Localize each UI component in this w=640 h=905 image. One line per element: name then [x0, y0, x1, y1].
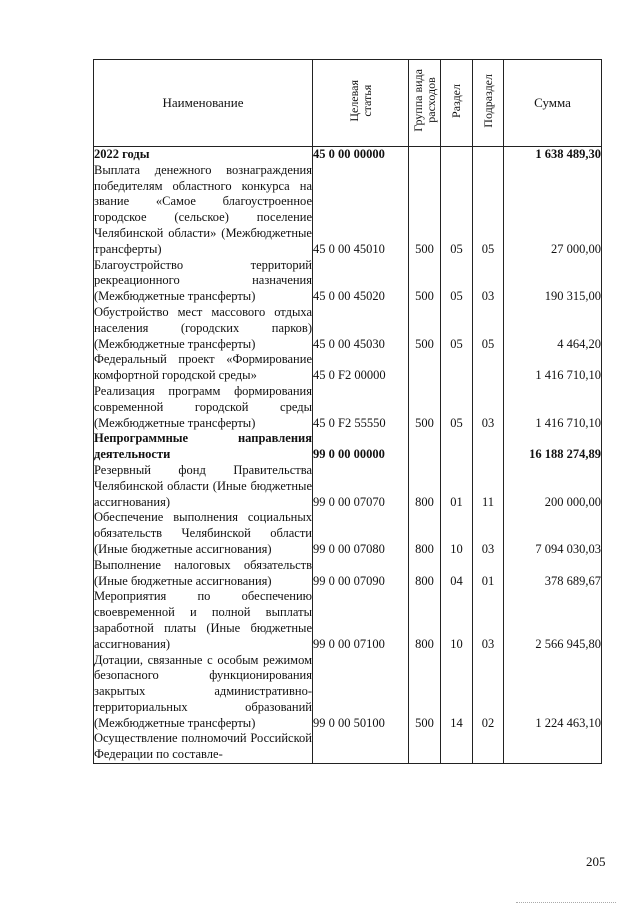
row-target-article: 99 0 00 00000	[313, 431, 409, 463]
row-target-article: 99 0 00 07090	[313, 558, 409, 590]
row-sum	[504, 731, 602, 763]
table-row	[94, 384, 602, 431]
row-sum: 190 315,00	[504, 258, 602, 305]
row-sum: 16 188 274,89	[504, 431, 602, 463]
row-target-article: 99 0 00 07100	[313, 589, 409, 652]
row-sum: 7 094 030,03	[504, 510, 602, 557]
row-name: Обустройство мест массового отдыха населения (городских парков) (Межбюджетные трансферты)	[94, 304, 312, 351]
header-section: Раздел	[441, 60, 473, 147]
row-subsection	[473, 731, 504, 763]
table-row	[94, 463, 602, 510]
row-name: Федеральный проект «Формирование комфортной городской среды»	[94, 352, 312, 383]
table-row	[94, 352, 602, 384]
row-section	[441, 147, 473, 163]
row-target-article: 45 0 00 45030	[313, 305, 409, 352]
table-header-row	[94, 60, 602, 147]
row-subsection: 03	[473, 258, 504, 305]
table-row	[94, 510, 602, 557]
table-row	[94, 258, 602, 305]
row-expense-group: 800	[409, 589, 441, 652]
table-row	[94, 163, 602, 258]
row-name: Выплата денежного вознаграждения победителям областного конкурса на звание «Самое благоустроенное городское (сельское) поселение Челябинской области» (Межбюджетные трансферты)	[94, 162, 312, 256]
row-target-article: 99 0 00 07080	[313, 510, 409, 557]
row-subsection	[473, 147, 504, 163]
row-subsection: 01	[473, 558, 504, 590]
table-row	[94, 558, 602, 590]
row-sum: 27 000,00	[504, 163, 602, 258]
row-expense-group	[409, 431, 441, 463]
header-sum: Сумма	[504, 60, 602, 147]
row-expense-group: 500	[409, 384, 441, 431]
row-sum: 1 638 489,30	[504, 147, 602, 163]
row-name: Выполнение налоговых обязательств (Иные бюджетные ассигнования)	[94, 557, 312, 588]
bottom-divider	[516, 902, 616, 903]
row-expense-group: 800	[409, 558, 441, 590]
row-target-article: 99 0 00 07070	[313, 463, 409, 510]
header-expense-group: Группа вида расходов	[409, 60, 441, 147]
row-subsection	[473, 352, 504, 384]
row-subsection	[473, 431, 504, 463]
row-name: Резервный фонд Правительства Челябинской области (Иные бюджетные ассигнования)	[94, 462, 312, 509]
table-row	[94, 147, 602, 163]
table-row	[94, 589, 602, 652]
row-subsection: 02	[473, 653, 504, 732]
row-sum: 1 416 710,10	[504, 384, 602, 431]
row-expense-group: 800	[409, 463, 441, 510]
row-name: Дотации, связанные с особым режимом безопасного функционирования закрытых административно-территориальных образований (Межбюджетные трансферты)	[94, 652, 312, 730]
row-expense-group: 500	[409, 258, 441, 305]
row-expense-group	[409, 352, 441, 384]
row-section: 05	[441, 163, 473, 258]
row-sum: 2 566 945,80	[504, 589, 602, 652]
row-section	[441, 731, 473, 763]
row-name: Обеспечение выполнения социальных обязательств Челябинской области (Иные бюджетные ассигнования)	[94, 510, 312, 556]
table-row	[94, 431, 602, 463]
row-section: 05	[441, 258, 473, 305]
row-name: Мероприятия по обеспечению своевременной и полной выплаты заработной платы (Иные бюджетные ассигнования)	[94, 589, 312, 651]
table-row	[94, 653, 602, 732]
row-expense-group: 500	[409, 653, 441, 732]
row-subsection: 11	[473, 463, 504, 510]
row-name: Реализация программ формирования современной городской среды (Межбюджетные трансферты)	[94, 383, 312, 430]
row-sum: 1 224 463,10	[504, 653, 602, 732]
row-expense-group: 500	[409, 163, 441, 258]
row-sum: 4 464,20	[504, 305, 602, 352]
table-row	[94, 305, 602, 352]
row-subsection: 03	[473, 384, 504, 431]
budget-table	[93, 59, 602, 764]
row-section: 01	[441, 463, 473, 510]
header-name: Наименование	[94, 60, 313, 147]
row-name: Непрограммные направления деятельности	[94, 431, 312, 462]
row-target-article: 45 0 00 45010	[313, 163, 409, 258]
row-expense-group: 800	[409, 510, 441, 557]
row-name: Благоустройство территорий рекреационного назначения (Межбюджетные трансферты)	[94, 257, 312, 304]
row-target-article	[313, 731, 409, 763]
row-target-article: 99 0 00 50100	[313, 653, 409, 732]
row-section: 04	[441, 558, 473, 590]
row-sum: 378 689,67	[504, 558, 602, 590]
row-section: 10	[441, 510, 473, 557]
row-target-article: 45 0 00 00000	[313, 147, 409, 163]
header-subsection: Подраздел	[473, 60, 504, 147]
row-section: 05	[441, 305, 473, 352]
row-section: 05	[441, 384, 473, 431]
row-subsection: 03	[473, 589, 504, 652]
row-expense-group	[409, 731, 441, 763]
table-row	[94, 731, 602, 763]
row-section	[441, 431, 473, 463]
row-expense-group: 500	[409, 305, 441, 352]
row-target-article: 45 0 F2 00000	[313, 352, 409, 384]
row-subsection: 03	[473, 510, 504, 557]
row-target-article: 45 0 00 45020	[313, 258, 409, 305]
row-section: 14	[441, 653, 473, 732]
row-name: Осуществление полномочий Российской Федерации по составле-	[94, 731, 313, 763]
row-sum: 200 000,00	[504, 463, 602, 510]
row-section	[441, 352, 473, 384]
row-sum: 1 416 710,10	[504, 352, 602, 384]
header-target-article: Целевая статья	[313, 60, 409, 147]
row-target-article: 45 0 F2 55550	[313, 384, 409, 431]
row-subsection: 05	[473, 305, 504, 352]
row-expense-group	[409, 147, 441, 163]
page-number: 205	[586, 854, 606, 869]
row-name: 2022 годы	[94, 147, 313, 163]
row-subsection: 05	[473, 163, 504, 258]
row-section: 10	[441, 589, 473, 652]
